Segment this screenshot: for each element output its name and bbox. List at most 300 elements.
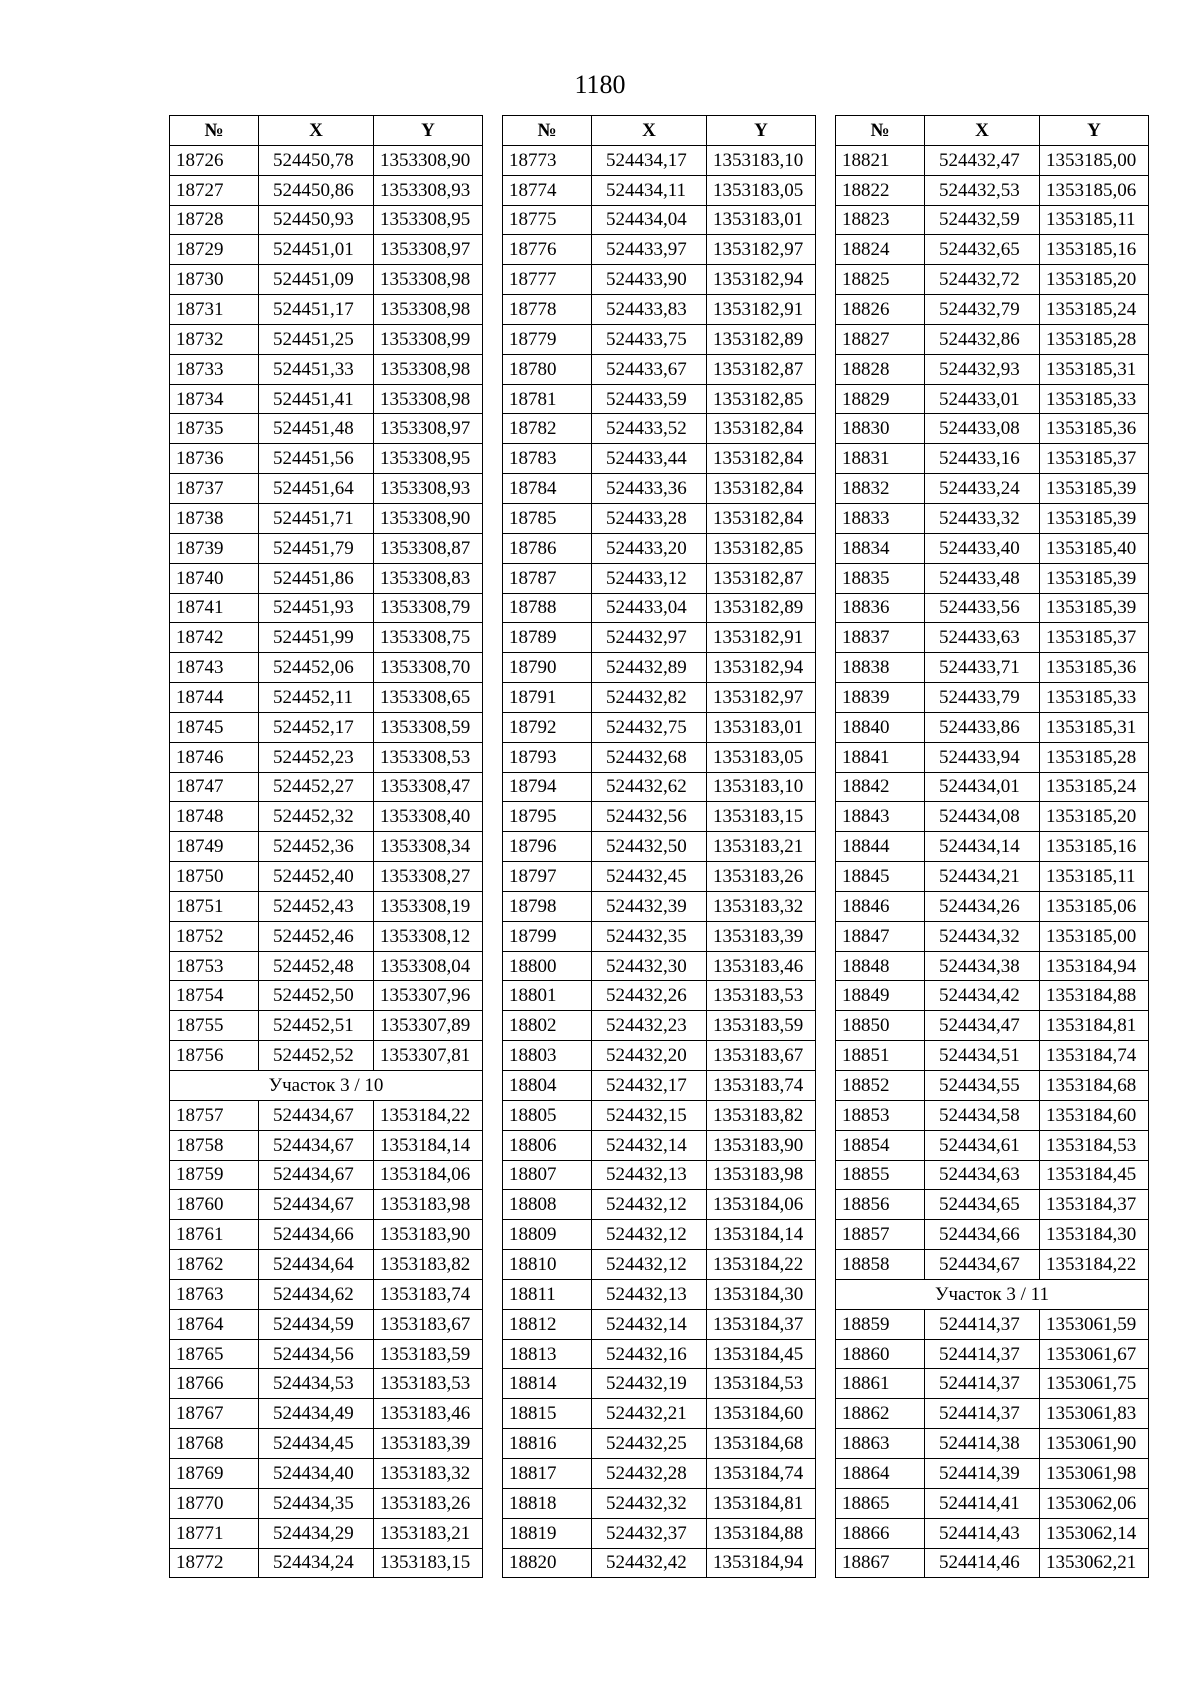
point-number-cell: 18776 (503, 235, 592, 265)
table-row (503, 1399, 816, 1429)
x-coordinate-cell: 524434,24 (259, 1548, 374, 1578)
table-row (503, 712, 816, 742)
x-coordinate-cell: 524434,04 (592, 205, 707, 235)
header-number: № (503, 116, 592, 146)
point-number-cell: 18766 (170, 1369, 259, 1399)
point-number-cell: 18820 (503, 1548, 592, 1578)
point-number-cell: 18770 (170, 1488, 259, 1518)
table-row (503, 862, 816, 892)
table-row (836, 503, 1149, 533)
x-coordinate-cell: 524433,83 (592, 295, 707, 325)
x-coordinate-cell: 524452,27 (259, 772, 374, 802)
table-row (170, 1190, 483, 1220)
y-coordinate-cell: 1353185,16 (1040, 235, 1149, 265)
table-row (170, 891, 483, 921)
y-coordinate-cell: 1353185,39 (1040, 474, 1149, 504)
x-coordinate-cell: 524432,68 (592, 742, 707, 772)
y-coordinate-cell: 1353182,94 (707, 265, 816, 295)
y-coordinate-cell: 1353183,21 (374, 1518, 483, 1548)
point-number-cell: 18746 (170, 742, 259, 772)
table-row (836, 235, 1149, 265)
table-row (503, 653, 816, 683)
x-coordinate-cell: 524452,32 (259, 802, 374, 832)
x-coordinate-cell: 524433,56 (925, 593, 1040, 623)
x-coordinate-cell: 524433,52 (592, 414, 707, 444)
y-coordinate-cell: 1353182,89 (707, 593, 816, 623)
point-number-cell: 18727 (170, 175, 259, 205)
x-coordinate-cell: 524432,50 (592, 832, 707, 862)
y-coordinate-cell: 1353308,40 (374, 802, 483, 832)
table-row (170, 295, 483, 325)
table-row (503, 891, 816, 921)
table-row (503, 533, 816, 563)
table-row (836, 623, 1149, 653)
x-coordinate-cell: 524432,53 (925, 175, 1040, 205)
point-number-cell: 18772 (170, 1548, 259, 1578)
y-coordinate-cell: 1353183,46 (707, 951, 816, 981)
x-coordinate-cell: 524434,01 (925, 772, 1040, 802)
x-coordinate-cell: 524414,38 (925, 1429, 1040, 1459)
x-coordinate-cell: 524432,13 (592, 1160, 707, 1190)
table-row (836, 444, 1149, 474)
header-number: № (836, 116, 925, 146)
x-coordinate-cell: 524433,40 (925, 533, 1040, 563)
x-coordinate-cell: 524451,86 (259, 563, 374, 593)
table-row (503, 1220, 816, 1250)
x-coordinate-cell: 524432,56 (592, 802, 707, 832)
y-coordinate-cell: 1353184,45 (707, 1339, 816, 1369)
table-row (836, 683, 1149, 713)
y-coordinate-cell: 1353183,53 (707, 981, 816, 1011)
point-number-cell: 18841 (836, 742, 925, 772)
y-coordinate-cell: 1353184,94 (1040, 951, 1149, 981)
y-coordinate-cell: 1353308,65 (374, 683, 483, 713)
point-number-cell: 18784 (503, 474, 592, 504)
table-row (170, 742, 483, 772)
table-row (503, 1369, 816, 1399)
header-x: X (592, 116, 707, 146)
x-coordinate-cell: 524434,66 (925, 1220, 1040, 1250)
header-y: Y (374, 116, 483, 146)
x-coordinate-cell: 524452,46 (259, 921, 374, 951)
x-coordinate-cell: 524432,42 (592, 1548, 707, 1578)
x-coordinate-cell: 524434,55 (925, 1071, 1040, 1101)
x-coordinate-cell: 524434,21 (925, 862, 1040, 892)
table-row (170, 414, 483, 444)
y-coordinate-cell: 1353184,74 (1040, 1041, 1149, 1071)
table-row (836, 1399, 1149, 1429)
table-row (503, 1458, 816, 1488)
table-row (503, 1190, 816, 1220)
table-row (170, 1399, 483, 1429)
x-coordinate-cell: 524433,08 (925, 414, 1040, 444)
point-number-cell: 18821 (836, 145, 925, 175)
x-coordinate-cell: 524434,42 (925, 981, 1040, 1011)
y-coordinate-cell: 1353184,22 (1040, 1250, 1149, 1280)
table-row (836, 205, 1149, 235)
y-coordinate-cell: 1353308,34 (374, 832, 483, 862)
y-coordinate-cell: 1353182,85 (707, 384, 816, 414)
table-row (170, 981, 483, 1011)
point-number-cell: 18780 (503, 354, 592, 384)
x-coordinate-cell: 524434,58 (925, 1100, 1040, 1130)
table-row (503, 503, 816, 533)
y-coordinate-cell: 1353308,93 (374, 175, 483, 205)
y-coordinate-cell: 1353308,59 (374, 712, 483, 742)
y-coordinate-cell: 1353183,67 (374, 1309, 483, 1339)
table-row (503, 145, 816, 175)
point-number-cell: 18783 (503, 444, 592, 474)
point-number-cell: 18806 (503, 1130, 592, 1160)
y-coordinate-cell: 1353183,39 (374, 1429, 483, 1459)
table-row (170, 653, 483, 683)
y-coordinate-cell: 1353308,12 (374, 921, 483, 951)
point-number-cell: 18747 (170, 772, 259, 802)
y-coordinate-cell: 1353184,22 (707, 1250, 816, 1280)
x-coordinate-cell: 524432,32 (592, 1488, 707, 1518)
x-coordinate-cell: 524432,19 (592, 1369, 707, 1399)
point-number-cell: 18864 (836, 1458, 925, 1488)
table-row (836, 653, 1149, 683)
point-number-cell: 18815 (503, 1399, 592, 1429)
point-number-cell: 18805 (503, 1100, 592, 1130)
point-number-cell: 18758 (170, 1130, 259, 1160)
point-number-cell: 18823 (836, 205, 925, 235)
point-number-cell: 18807 (503, 1160, 592, 1190)
x-coordinate-cell: 524433,71 (925, 653, 1040, 683)
x-coordinate-cell: 524434,64 (259, 1250, 374, 1280)
x-coordinate-cell: 524434,67 (259, 1130, 374, 1160)
y-coordinate-cell: 1353308,87 (374, 533, 483, 563)
table-row (170, 175, 483, 205)
table-row (503, 951, 816, 981)
point-number-cell: 18739 (170, 533, 259, 563)
point-number-cell: 18819 (503, 1518, 592, 1548)
point-number-cell: 18851 (836, 1041, 925, 1071)
table-row (170, 1220, 483, 1250)
table-row (170, 862, 483, 892)
x-coordinate-cell: 524452,43 (259, 891, 374, 921)
point-number-cell: 18844 (836, 832, 925, 862)
x-coordinate-cell: 524434,40 (259, 1458, 374, 1488)
point-number-cell: 18777 (503, 265, 592, 295)
x-coordinate-cell: 524452,48 (259, 951, 374, 981)
point-number-cell: 18861 (836, 1369, 925, 1399)
table-row (503, 1011, 816, 1041)
x-coordinate-cell: 524433,67 (592, 354, 707, 384)
table-row (170, 1369, 483, 1399)
y-coordinate-cell: 1353185,39 (1040, 593, 1149, 623)
table-row (503, 1518, 816, 1548)
point-number-cell: 18816 (503, 1429, 592, 1459)
x-coordinate-cell: 524434,51 (925, 1041, 1040, 1071)
point-number-cell: 18866 (836, 1518, 925, 1548)
y-coordinate-cell: 1353185,24 (1040, 772, 1149, 802)
y-coordinate-cell: 1353185,36 (1040, 414, 1149, 444)
y-coordinate-cell: 1353184,68 (707, 1429, 816, 1459)
x-coordinate-cell: 524414,37 (925, 1309, 1040, 1339)
table-row (836, 1458, 1149, 1488)
table-row (836, 1071, 1149, 1101)
x-coordinate-cell: 524432,45 (592, 862, 707, 892)
point-number-cell: 18728 (170, 205, 259, 235)
table-row (836, 1011, 1149, 1041)
point-number-cell: 18849 (836, 981, 925, 1011)
table-row (503, 354, 816, 384)
x-coordinate-cell: 524432,89 (592, 653, 707, 683)
x-coordinate-cell: 524432,82 (592, 683, 707, 713)
point-number-cell: 18729 (170, 235, 259, 265)
x-coordinate-cell: 524433,24 (925, 474, 1040, 504)
x-coordinate-cell: 524451,17 (259, 295, 374, 325)
y-coordinate-cell: 1353183,90 (374, 1220, 483, 1250)
table-row (170, 1339, 483, 1369)
point-number-cell: 18789 (503, 623, 592, 653)
y-coordinate-cell: 1353182,91 (707, 295, 816, 325)
point-number-cell: 18785 (503, 503, 592, 533)
point-number-cell: 18745 (170, 712, 259, 742)
point-number-cell: 18773 (503, 145, 592, 175)
y-coordinate-cell: 1353307,96 (374, 981, 483, 1011)
x-coordinate-cell: 524450,93 (259, 205, 374, 235)
table-row (503, 384, 816, 414)
point-number-cell: 18811 (503, 1279, 592, 1309)
x-coordinate-cell: 524434,62 (259, 1279, 374, 1309)
x-coordinate-cell: 524432,12 (592, 1220, 707, 1250)
table-row (503, 1429, 816, 1459)
table-row (170, 772, 483, 802)
y-coordinate-cell: 1353182,91 (707, 623, 816, 653)
x-coordinate-cell: 524414,43 (925, 1518, 1040, 1548)
x-coordinate-cell: 524433,79 (925, 683, 1040, 713)
x-coordinate-cell: 524432,37 (592, 1518, 707, 1548)
table-row (170, 145, 483, 175)
point-number-cell: 18760 (170, 1190, 259, 1220)
y-coordinate-cell: 1353308,79 (374, 593, 483, 623)
x-coordinate-cell: 524434,11 (592, 175, 707, 205)
point-number-cell: 18843 (836, 802, 925, 832)
y-coordinate-cell: 1353183,90 (707, 1130, 816, 1160)
table-row (836, 1429, 1149, 1459)
x-coordinate-cell: 524434,35 (259, 1488, 374, 1518)
table-row (503, 265, 816, 295)
y-coordinate-cell: 1353184,30 (1040, 1220, 1149, 1250)
point-number-cell: 18856 (836, 1190, 925, 1220)
table-row (836, 891, 1149, 921)
y-coordinate-cell: 1353182,87 (707, 563, 816, 593)
point-number-cell: 18790 (503, 653, 592, 683)
x-coordinate-cell: 524433,97 (592, 235, 707, 265)
table-row (503, 175, 816, 205)
x-coordinate-cell: 524434,53 (259, 1369, 374, 1399)
table-row (836, 474, 1149, 504)
table-row (836, 175, 1149, 205)
y-coordinate-cell: 1353183,67 (707, 1041, 816, 1071)
table-row (503, 1548, 816, 1578)
y-coordinate-cell: 1353307,89 (374, 1011, 483, 1041)
y-coordinate-cell: 1353062,21 (1040, 1548, 1149, 1578)
y-coordinate-cell: 1353185,36 (1040, 653, 1149, 683)
point-number-cell: 18829 (836, 384, 925, 414)
point-number-cell: 18797 (503, 862, 592, 892)
table-row (503, 772, 816, 802)
table-row (503, 981, 816, 1011)
section-row (836, 1279, 1149, 1309)
table-row (170, 1488, 483, 1518)
y-coordinate-cell: 1353183,21 (707, 832, 816, 862)
y-coordinate-cell: 1353182,89 (707, 324, 816, 354)
y-coordinate-cell: 1353183,15 (707, 802, 816, 832)
point-number-cell: 18738 (170, 503, 259, 533)
x-coordinate-cell: 524433,01 (925, 384, 1040, 414)
table-row (836, 772, 1149, 802)
point-number-cell: 18818 (503, 1488, 592, 1518)
y-coordinate-cell: 1353183,98 (374, 1190, 483, 1220)
x-coordinate-cell: 524434,45 (259, 1429, 374, 1459)
table-row (170, 1130, 483, 1160)
x-coordinate-cell: 524434,38 (925, 951, 1040, 981)
point-number-cell: 18755 (170, 1011, 259, 1041)
x-coordinate-cell: 524432,16 (592, 1339, 707, 1369)
x-coordinate-cell: 524432,39 (592, 891, 707, 921)
x-coordinate-cell: 524434,08 (925, 802, 1040, 832)
y-coordinate-cell: 1353061,67 (1040, 1339, 1149, 1369)
point-number-cell: 18759 (170, 1160, 259, 1190)
x-coordinate-cell: 524452,23 (259, 742, 374, 772)
header-y: Y (707, 116, 816, 146)
y-coordinate-cell: 1353185,37 (1040, 444, 1149, 474)
y-coordinate-cell: 1353184,14 (707, 1220, 816, 1250)
x-coordinate-cell: 524432,13 (592, 1279, 707, 1309)
table-row (503, 832, 816, 862)
y-coordinate-cell: 1353185,16 (1040, 832, 1149, 862)
x-coordinate-cell: 524432,65 (925, 235, 1040, 265)
x-coordinate-cell: 524433,63 (925, 623, 1040, 653)
y-coordinate-cell: 1353308,19 (374, 891, 483, 921)
table-row (503, 593, 816, 623)
y-coordinate-cell: 1353308,98 (374, 295, 483, 325)
y-coordinate-cell: 1353182,85 (707, 533, 816, 563)
y-coordinate-cell: 1353183,98 (707, 1160, 816, 1190)
y-coordinate-cell: 1353185,06 (1040, 891, 1149, 921)
table-row (503, 921, 816, 951)
x-coordinate-cell: 524432,14 (592, 1130, 707, 1160)
x-coordinate-cell: 524434,59 (259, 1309, 374, 1339)
x-coordinate-cell: 524432,62 (592, 772, 707, 802)
table-row (170, 1250, 483, 1280)
y-coordinate-cell: 1353184,53 (707, 1369, 816, 1399)
table-row (836, 1369, 1149, 1399)
table-row (503, 1160, 816, 1190)
x-coordinate-cell: 524414,37 (925, 1399, 1040, 1429)
point-number-cell: 18750 (170, 862, 259, 892)
point-number-cell: 18840 (836, 712, 925, 742)
point-number-cell: 18839 (836, 683, 925, 713)
table-row (836, 1309, 1149, 1339)
y-coordinate-cell: 1353184,22 (374, 1100, 483, 1130)
point-number-cell: 18855 (836, 1160, 925, 1190)
header-number: № (170, 116, 259, 146)
y-coordinate-cell: 1353184,37 (1040, 1190, 1149, 1220)
y-coordinate-cell: 1353185,00 (1040, 921, 1149, 951)
x-coordinate-cell: 524434,67 (259, 1190, 374, 1220)
point-number-cell: 18733 (170, 354, 259, 384)
point-number-cell: 18744 (170, 683, 259, 713)
y-coordinate-cell: 1353184,94 (707, 1548, 816, 1578)
point-number-cell: 18761 (170, 1220, 259, 1250)
table-row (170, 1100, 483, 1130)
point-number-cell: 18826 (836, 295, 925, 325)
x-coordinate-cell: 524432,12 (592, 1190, 707, 1220)
table-row (170, 1309, 483, 1339)
y-coordinate-cell: 1353184,88 (1040, 981, 1149, 1011)
x-coordinate-cell: 524433,86 (925, 712, 1040, 742)
y-coordinate-cell: 1353185,20 (1040, 265, 1149, 295)
y-coordinate-cell: 1353185,39 (1040, 563, 1149, 593)
point-number-cell: 18837 (836, 623, 925, 653)
table-row (170, 354, 483, 384)
y-coordinate-cell: 1353308,70 (374, 653, 483, 683)
y-coordinate-cell: 1353185,31 (1040, 354, 1149, 384)
point-number-cell: 18863 (836, 1429, 925, 1459)
table-row (836, 981, 1149, 1011)
y-coordinate-cell: 1353182,84 (707, 503, 816, 533)
table-row (836, 1041, 1149, 1071)
header-x: X (259, 116, 374, 146)
x-coordinate-cell: 524433,44 (592, 444, 707, 474)
table-row (170, 1458, 483, 1488)
y-coordinate-cell: 1353182,87 (707, 354, 816, 384)
table-row (503, 235, 816, 265)
x-coordinate-cell: 524432,93 (925, 354, 1040, 384)
y-coordinate-cell: 1353185,00 (1040, 145, 1149, 175)
x-coordinate-cell: 524432,23 (592, 1011, 707, 1041)
table-row (170, 1548, 483, 1578)
point-number-cell: 18792 (503, 712, 592, 742)
point-number-cell: 18808 (503, 1190, 592, 1220)
point-number-cell: 18741 (170, 593, 259, 623)
point-number-cell: 18748 (170, 802, 259, 832)
y-coordinate-cell: 1353184,60 (707, 1399, 816, 1429)
y-coordinate-cell: 1353183,01 (707, 712, 816, 742)
y-coordinate-cell: 1353183,10 (707, 772, 816, 802)
coordinates-table-3 (835, 115, 1149, 1578)
table-row (503, 1130, 816, 1160)
point-number-cell: 18737 (170, 474, 259, 504)
y-coordinate-cell: 1353308,93 (374, 474, 483, 504)
table-row (170, 1279, 483, 1309)
x-coordinate-cell: 524432,26 (592, 981, 707, 1011)
y-coordinate-cell: 1353308,99 (374, 324, 483, 354)
y-coordinate-cell: 1353308,97 (374, 235, 483, 265)
x-coordinate-cell: 524434,66 (259, 1220, 374, 1250)
point-number-cell: 18853 (836, 1100, 925, 1130)
y-coordinate-cell: 1353183,26 (707, 862, 816, 892)
x-coordinate-cell: 524432,15 (592, 1100, 707, 1130)
x-coordinate-cell: 524434,49 (259, 1399, 374, 1429)
table-row (836, 1130, 1149, 1160)
x-coordinate-cell: 524433,36 (592, 474, 707, 504)
table-row (170, 1518, 483, 1548)
point-number-cell: 18804 (503, 1071, 592, 1101)
table-row (503, 1071, 816, 1101)
point-number-cell: 18825 (836, 265, 925, 295)
section-title: Участок 3 / 11 (836, 1279, 1149, 1309)
y-coordinate-cell: 1353182,97 (707, 235, 816, 265)
x-coordinate-cell: 524434,67 (925, 1250, 1040, 1280)
point-number-cell: 18765 (170, 1339, 259, 1369)
table-row (503, 802, 816, 832)
